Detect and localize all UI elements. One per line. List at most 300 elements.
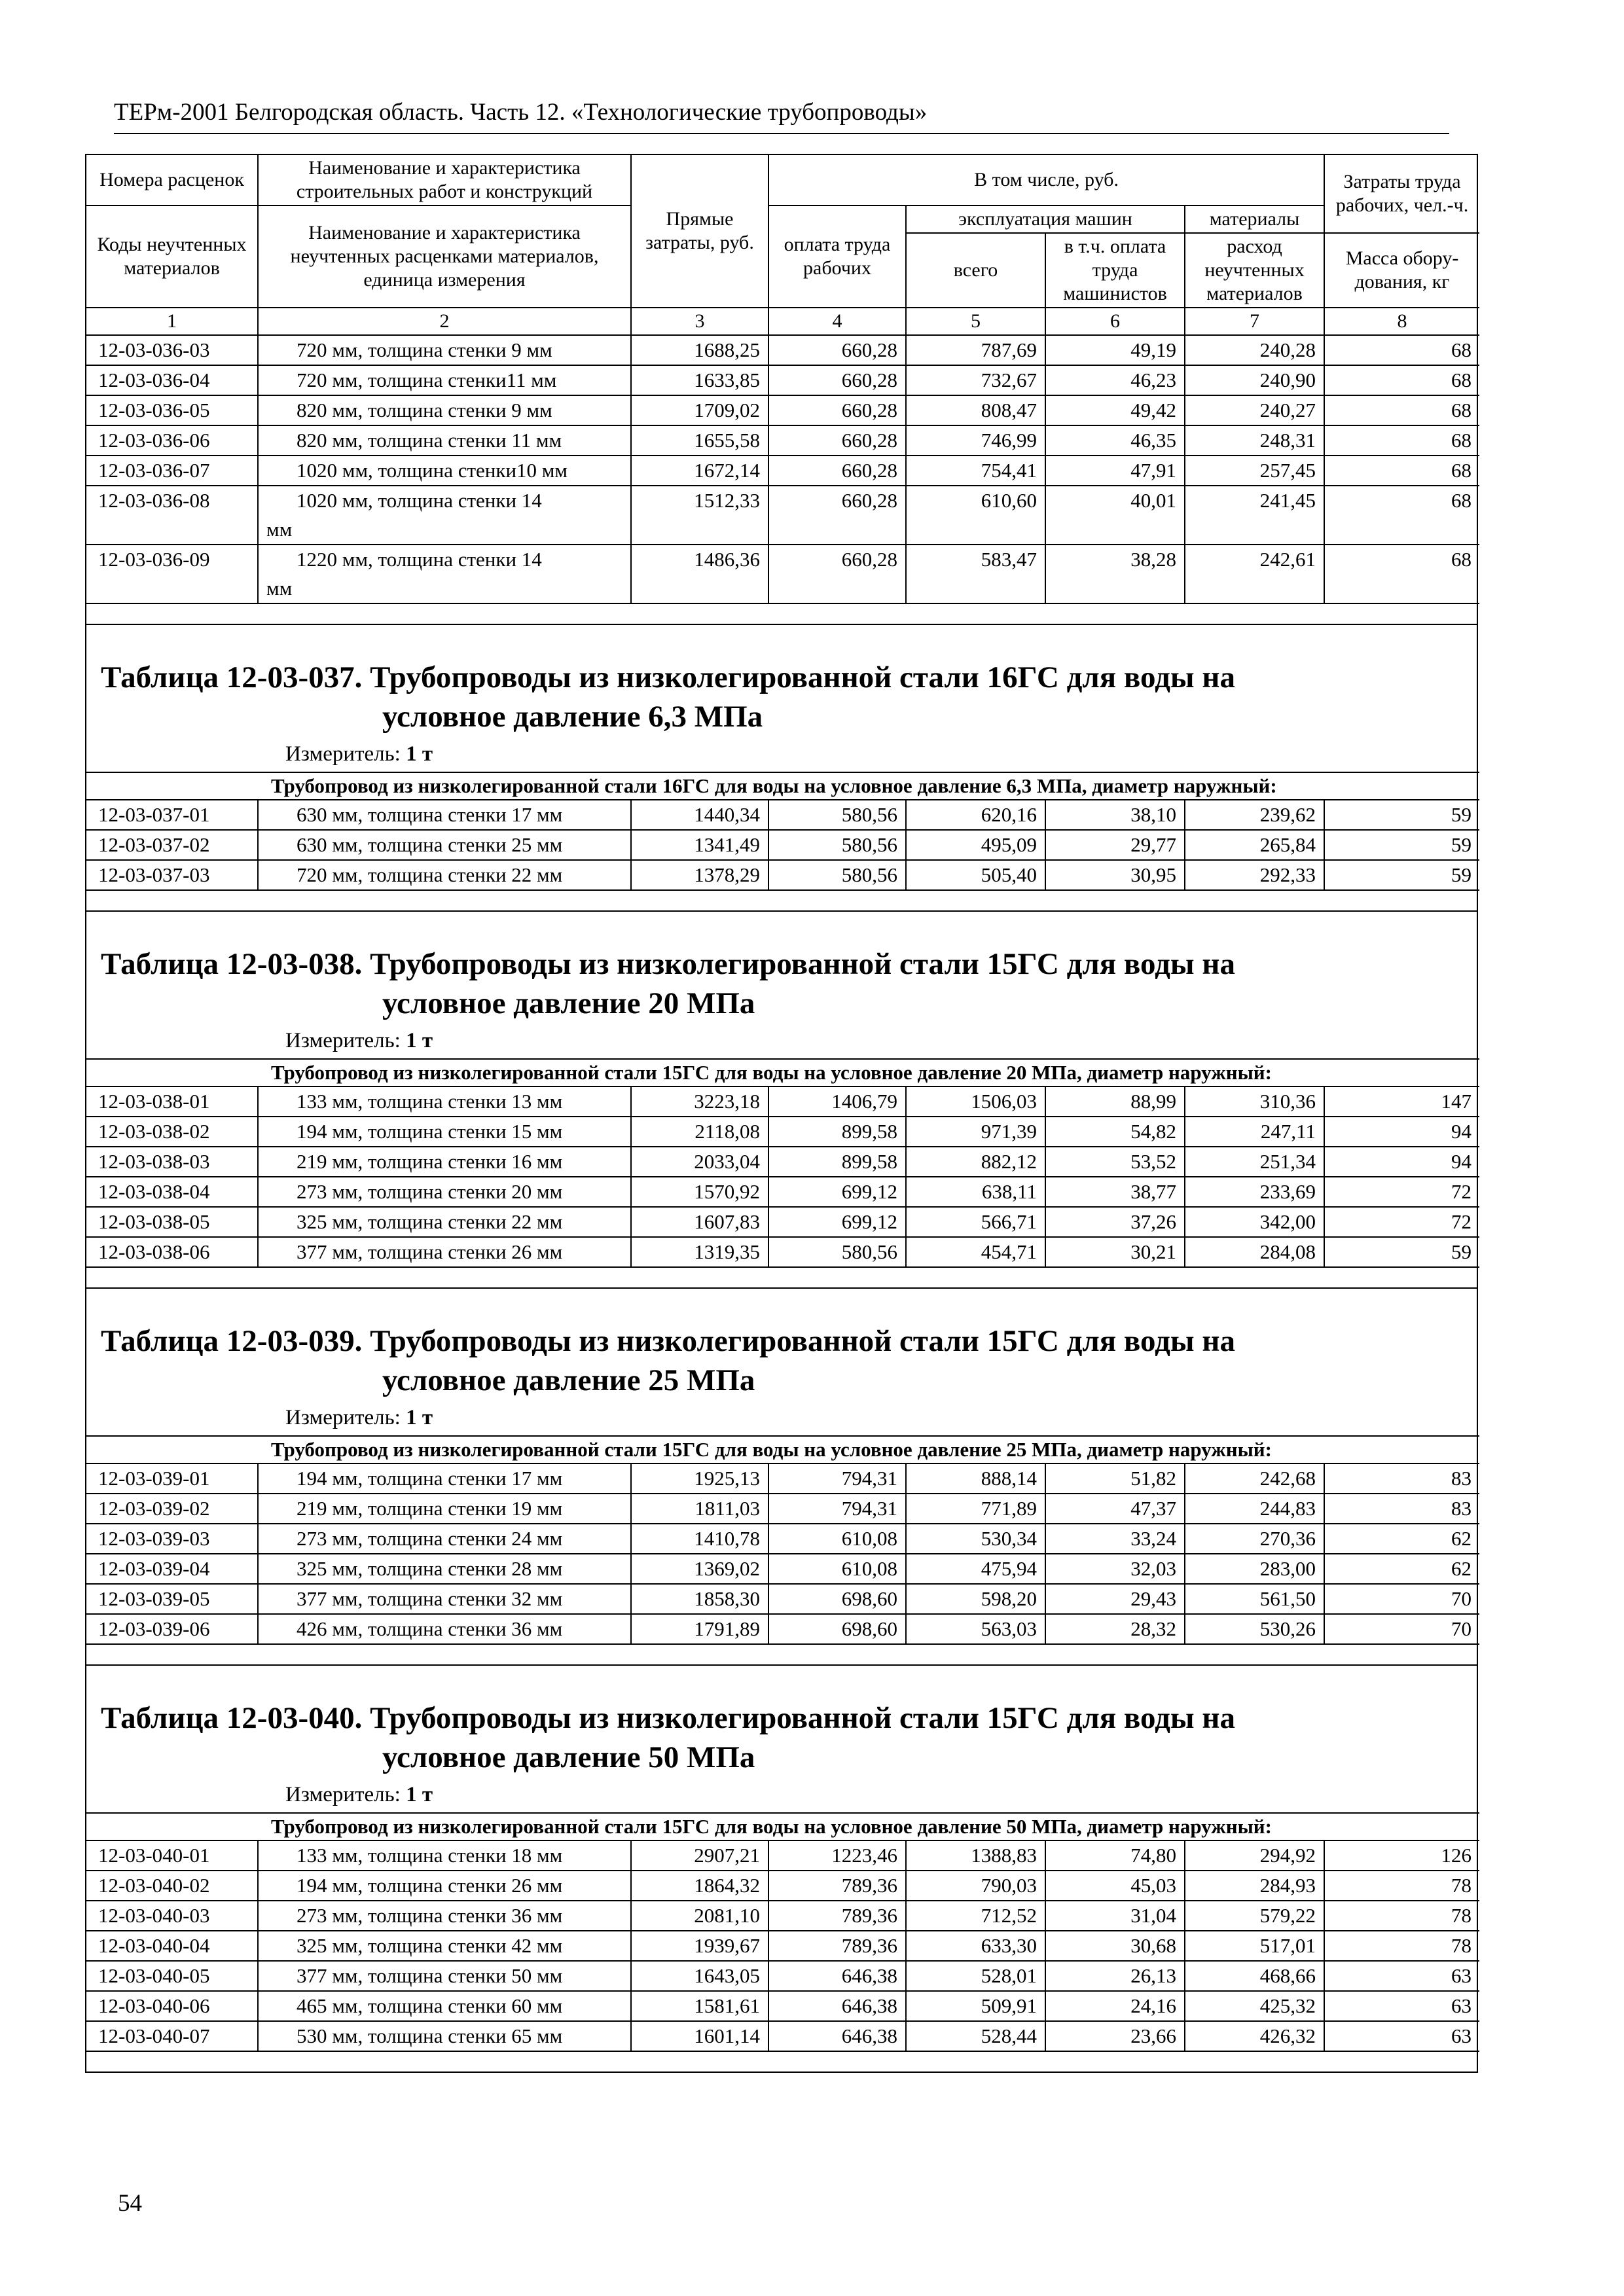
direct-costs: 1925,13 [631,1463,768,1494]
labor-cost: 68 [1324,425,1479,456]
table-row [86,830,1479,860]
worker-wage: 580,56 [768,830,906,860]
work-name: 377 мм, толщина стенки 26 мм [258,1237,631,1267]
materials: 240,27 [1185,395,1324,425]
sections [86,624,1477,2072]
labor-cost: 126 [1324,1840,1479,1871]
unit-label: Измеритель: [285,1029,401,1052]
table-row [86,1207,1479,1237]
work-name: 194 мм, толщина стенки 17 мм [258,1463,631,1494]
labor-cost: 70 [1324,1584,1479,1614]
table-title [101,1321,1477,1400]
worker-wage: 789,36 [768,1871,906,1901]
labor-cost: 78 [1324,1871,1479,1901]
rate-code: 12-03-039-02 [86,1494,258,1524]
table-row [86,1463,1479,1494]
rate-code: 12-03-036-03 [86,335,258,365]
worker-wage: 660,28 [768,395,906,425]
rate-code: 12-03-036-06 [86,425,258,456]
direct-costs: 1688,25 [631,335,768,365]
worker-wage: 899,58 [768,1147,906,1177]
labor-cost: 68 [1324,545,1479,603]
machines-total: 638,11 [906,1177,1045,1207]
direct-costs: 1378,29 [631,860,768,890]
rate-code: 12-03-038-06 [86,1237,258,1267]
work-name: 1020 мм, толщина стенки10 мм [258,456,631,486]
worker-wage: 789,36 [768,1931,906,1961]
work-name [258,486,631,545]
machines-total: 746,99 [906,425,1045,456]
rate-code: 12-03-038-05 [86,1207,258,1237]
rate-code: 12-03-039-03 [86,1524,258,1554]
rate-code: 12-03-036-09 [86,545,258,603]
machines-total: 530,34 [906,1524,1045,1554]
unit-of-measure [101,1777,1477,1812]
direct-costs: 1581,61 [631,1991,768,2021]
header-materials: материалы [1185,206,1324,233]
direct-costs: 1791,89 [631,1614,768,1644]
table-row [86,2021,1479,2051]
direct-costs: 1410,78 [631,1524,768,1554]
work-name: 325 мм, толщина стенки 28 мм [258,1554,631,1584]
machinist-wage: 23,66 [1045,2021,1185,2051]
machines-total: 528,01 [906,1961,1045,1991]
machinist-wage: 53,52 [1045,1147,1185,1177]
materials: 579,22 [1185,1901,1324,1931]
machinist-wage: 37,26 [1045,1207,1185,1237]
table-row [86,456,1479,486]
machinist-wage: 33,24 [1045,1524,1185,1554]
table-title [101,658,1477,736]
machines-total: 610,60 [906,486,1045,545]
machinist-wage: 54,82 [1045,1117,1185,1147]
unit-label: Измеритель: [285,742,401,766]
materials: 294,92 [1185,1840,1324,1871]
direct-costs: 3223,18 [631,1086,768,1117]
machines-total: 528,44 [906,2021,1045,2051]
labor-cost: 59 [1324,800,1479,830]
header-including: В том числе, руб. [768,155,1324,206]
materials: 425,32 [1185,1991,1324,2021]
work-name: 273 мм, толщина стенки 36 мм [258,1901,631,1931]
work-name: 219 мм, толщина стенки 19 мм [258,1494,631,1524]
rate-code: 12-03-038-03 [86,1147,258,1177]
machinist-wage: 88,99 [1045,1086,1185,1117]
worker-wage: 660,28 [768,456,906,486]
materials: 342,00 [1185,1207,1324,1237]
direct-costs: 1440,34 [631,800,768,830]
machines-total: 505,40 [906,860,1045,890]
table-row [86,1147,1479,1177]
spacer [86,604,1477,624]
machines-total: 495,09 [906,830,1045,860]
work-name [258,545,631,603]
rate-code: 12-03-040-06 [86,1991,258,2021]
direct-costs: 1570,92 [631,1177,768,1207]
machines-total: 882,12 [906,1147,1045,1177]
table-title-continuation: условное давление 50 МПа [382,1740,755,1774]
rate-code: 12-03-040-07 [86,2021,258,2051]
materials: 561,50 [1185,1584,1324,1614]
worker-wage: 580,56 [768,1237,906,1267]
machinist-wage: 40,01 [1045,486,1185,545]
table-title-block [86,1287,1477,1435]
materials: 283,00 [1185,1554,1324,1584]
price-table [86,1812,1479,2052]
machinist-wage: 38,77 [1045,1177,1185,1207]
materials: 251,34 [1185,1147,1324,1177]
machinist-wage: 30,95 [1045,860,1185,890]
machines-total: 1388,83 [906,1840,1045,1871]
labor-cost: 59 [1324,860,1479,890]
header-machines: эксплуатация машин [906,206,1185,233]
materials: 240,28 [1185,335,1324,365]
machinist-wage: 29,43 [1045,1584,1185,1614]
machines-total: 454,71 [906,1237,1045,1267]
running-header: ТЕРм-2001 Белгородская область. Часть 12. «Технологические трубопроводы» [114,99,928,126]
direct-costs: 1486,36 [631,545,768,603]
group-heading: Трубопровод из низколегированной стали 15ГС для воды на условное давление 25 МПа, диаметр наружный: [86,1436,1479,1463]
work-name: 273 мм, толщина стенки 20 мм [258,1177,631,1207]
table-row [86,1086,1479,1117]
unit-of-measure [101,1400,1477,1435]
machinist-wage: 46,23 [1045,365,1185,395]
rate-code: 12-03-040-02 [86,1871,258,1901]
rate-code: 12-03-037-02 [86,830,258,860]
materials: 247,11 [1185,1117,1324,1147]
price-table [86,1435,1479,1645]
machines-total: 620,16 [906,800,1045,830]
labor-cost: 83 [1324,1463,1479,1494]
materials: 233,69 [1185,1177,1324,1207]
materials: 426,32 [1185,2021,1324,2051]
header-machines-wage: в т.ч. оплата труда машинистов [1045,233,1185,308]
column-number: 1 [86,308,258,335]
table-title-continuation: условное давление 6,3 МПа [382,700,763,734]
worker-wage: 1406,79 [768,1086,906,1117]
machines-total: 563,03 [906,1614,1045,1644]
labor-cost: 63 [1324,2021,1479,2051]
unit-value: 1 т [406,742,433,766]
worker-wage: 660,28 [768,335,906,365]
table-row [86,1840,1479,1871]
table-row [86,365,1479,395]
worker-wage: 580,56 [768,800,906,830]
labor-cost: 68 [1324,365,1479,395]
direct-costs: 1709,02 [631,395,768,425]
worker-wage: 698,60 [768,1614,906,1644]
labor-cost: 94 [1324,1117,1479,1147]
machinist-wage: 26,13 [1045,1961,1185,1991]
worker-wage: 610,08 [768,1524,906,1554]
header-wage: оплата труда рабочих [768,206,906,308]
machinist-wage: 24,16 [1045,1991,1185,2021]
rate-code: 12-03-036-08 [86,486,258,545]
worker-wage: 646,38 [768,1961,906,1991]
machinist-wage: 49,19 [1045,335,1185,365]
column-number: 2 [258,308,631,335]
machinist-wage: 38,28 [1045,545,1185,603]
labor-cost: 147 [1324,1086,1479,1117]
column-number: 3 [631,308,768,335]
spacer [86,2052,1477,2072]
labor-cost: 68 [1324,456,1479,486]
header-machines-total: всего [906,233,1045,308]
labor-cost: 72 [1324,1207,1479,1237]
page-number: 54 [118,2190,142,2217]
machinist-wage: 28,32 [1045,1614,1185,1644]
table-title-line: Таблица 12-03-040. Трубопроводы из низколегированной стали 15ГС для воды на [101,1701,1235,1735]
machines-total: 1506,03 [906,1086,1045,1117]
table-row [86,1524,1479,1554]
table-row [86,1494,1479,1524]
header-code: Номера расценок [86,155,258,206]
rate-code: 12-03-040-04 [86,1931,258,1961]
rate-code: 12-03-040-03 [86,1901,258,1931]
table-row [86,1554,1479,1584]
header-unaccounted-codes: Коды неучтенных материалов [86,206,258,308]
worker-wage: 660,28 [768,365,906,395]
worker-wage: 646,38 [768,1991,906,2021]
column-header-table [86,155,1479,604]
machinist-wage: 29,77 [1045,830,1185,860]
materials: 284,93 [1185,1871,1324,1901]
header-direct-costs: Прямые затраты, руб. [631,155,768,308]
unit-value: 1 т [406,1783,433,1806]
column-number: 7 [1185,308,1324,335]
labor-cost: 70 [1324,1614,1479,1644]
rate-code: 12-03-040-01 [86,1840,258,1871]
machines-total: 475,94 [906,1554,1045,1584]
spacer [86,1268,1477,1287]
labor-cost: 78 [1324,1931,1479,1961]
direct-costs: 1369,02 [631,1554,768,1584]
work-name: 465 мм, толщина стенки 60 мм [258,1991,631,2021]
direct-costs: 1643,05 [631,1961,768,1991]
rate-code: 12-03-040-05 [86,1961,258,1991]
unit-label: Измеритель: [285,1406,401,1429]
unit-of-measure [101,1023,1477,1058]
work-name: 377 мм, толщина стенки 50 мм [258,1961,631,1991]
table-row [86,1237,1479,1267]
materials: 270,36 [1185,1524,1324,1554]
work-name: 133 мм, толщина стенки 18 мм [258,1840,631,1871]
labor-cost: 63 [1324,1961,1479,1991]
direct-costs: 1607,83 [631,1207,768,1237]
machinist-wage: 51,82 [1045,1463,1185,1494]
work-name: 325 мм, толщина стенки 42 мм [258,1931,631,1961]
machines-total: 754,41 [906,456,1045,486]
column-number: 5 [906,308,1045,335]
rate-code: 12-03-039-01 [86,1463,258,1494]
unit-value: 1 т [406,1029,433,1052]
machines-total: 598,20 [906,1584,1045,1614]
work-name-line: 1020 мм, толщина стенки 14 [297,489,542,512]
materials: 310,36 [1185,1086,1324,1117]
materials: 257,45 [1185,456,1324,486]
work-name: 820 мм, толщина стенки 11 мм [258,425,631,456]
work-name: 194 мм, толщина стенки 15 мм [258,1117,631,1147]
table-row [86,1961,1479,1991]
worker-wage: 699,12 [768,1177,906,1207]
column-number: 8 [1324,308,1479,335]
direct-costs: 2907,21 [631,1840,768,1871]
direct-costs: 1655,58 [631,425,768,456]
direct-costs: 1939,67 [631,1931,768,1961]
direct-costs: 1633,85 [631,365,768,395]
labor-cost: 68 [1324,335,1479,365]
machines-total: 509,91 [906,1991,1045,2021]
machines-total: 808,47 [906,395,1045,425]
materials: 517,01 [1185,1931,1324,1961]
header-unaccounted-name: Наименование и характеристика неучтенных расценками материалов, единица измерения [258,206,631,308]
table-row [86,1901,1479,1931]
machines-total: 583,47 [906,545,1045,603]
work-name: 426 мм, толщина стенки 36 мм [258,1614,631,1644]
table-row [86,1871,1479,1901]
spacer [86,891,1477,910]
worker-wage: 794,31 [768,1463,906,1494]
materials: 248,31 [1185,425,1324,456]
labor-cost: 68 [1324,486,1479,545]
table-title [101,944,1477,1023]
materials: 242,61 [1185,545,1324,603]
group-heading: Трубопровод из низколегированной стали 15ГС для воды на условное давление 20 МПа, диаметр наружный: [86,1059,1479,1086]
table-title-continuation: условное давление 25 МПа [382,1363,755,1397]
rate-code: 12-03-037-03 [86,860,258,890]
table-row [86,335,1479,365]
table-row [86,1584,1479,1614]
table-036-rows [86,335,1479,603]
labor-cost: 78 [1324,1901,1479,1931]
table-title-block [86,910,1477,1058]
machines-total: 732,67 [906,365,1045,395]
machinist-wage: 47,91 [1045,456,1185,486]
table-title-block [86,624,1477,772]
column-number: 6 [1045,308,1185,335]
work-name: 720 мм, толщина стенки 22 мм [258,860,631,890]
header-name: Наименование и характеристика строительных работ и конструкций [258,155,631,206]
table-row [86,545,1479,603]
table-row [86,860,1479,890]
work-name-line: 1220 мм, толщина стенки 14 [297,548,542,571]
worker-wage: 789,36 [768,1901,906,1931]
materials: 240,90 [1185,365,1324,395]
table-row [86,395,1479,425]
labor-cost: 62 [1324,1524,1479,1554]
rate-code: 12-03-036-04 [86,365,258,395]
machinist-wage: 32,03 [1045,1554,1185,1584]
materials: 242,68 [1185,1463,1324,1494]
machinist-wage: 30,68 [1045,1931,1185,1961]
table-title-line: Таблица 12-03-039. Трубопроводы из низколегированной стали 15ГС для воды на [101,1324,1235,1358]
header-labor: Затраты труда рабочих, чел.-ч. [1324,155,1479,233]
column-number: 4 [768,308,906,335]
machinist-wage: 30,21 [1045,1237,1185,1267]
work-name-continuation: мм [266,577,293,600]
worker-wage: 610,08 [768,1554,906,1584]
work-name: 219 мм, толщина стенки 16 мм [258,1147,631,1177]
direct-costs: 2033,04 [631,1147,768,1177]
table-row [86,1177,1479,1207]
machines-total: 971,39 [906,1117,1045,1147]
table-title [101,1698,1477,1777]
machinist-wage: 31,04 [1045,1901,1185,1931]
header-mass: Масса обору-дования, кг [1324,233,1479,308]
work-name: 820 мм, толщина стенки 9 мм [258,395,631,425]
table-row [86,1931,1479,1961]
direct-costs: 1512,33 [631,486,768,545]
direct-costs: 1811,03 [631,1494,768,1524]
table-row [86,425,1479,456]
labor-cost: 68 [1324,395,1479,425]
labor-cost: 62 [1324,1554,1479,1584]
table-row [86,486,1479,545]
group-heading: Трубопровод из низколегированной стали 16ГС для воды на условное давление 6,3 МПа, диаметр наружный: [86,772,1479,800]
labor-cost: 59 [1324,830,1479,860]
worker-wage: 660,28 [768,425,906,456]
materials: 284,08 [1185,1237,1324,1267]
worker-wage: 699,12 [768,1207,906,1237]
work-name: 273 мм, толщина стенки 24 мм [258,1524,631,1554]
materials: 239,62 [1185,800,1324,830]
rate-code: 12-03-039-05 [86,1584,258,1614]
table-row [86,1614,1479,1644]
rate-code: 12-03-036-07 [86,456,258,486]
unit-label: Измеритель: [285,1783,401,1806]
work-name: 194 мм, толщина стенки 26 мм [258,1871,631,1901]
work-name: 377 мм, толщина стенки 32 мм [258,1584,631,1614]
header-rule [114,133,1449,134]
labor-cost: 83 [1324,1494,1479,1524]
rate-code: 12-03-038-04 [86,1177,258,1207]
worker-wage: 580,56 [768,860,906,890]
worker-wage: 899,58 [768,1117,906,1147]
machines-total: 633,30 [906,1931,1045,1961]
machinist-wage: 38,10 [1045,800,1185,830]
rate-code: 12-03-036-05 [86,395,258,425]
labor-cost: 59 [1324,1237,1479,1267]
direct-costs: 1858,30 [631,1584,768,1614]
machines-total: 787,69 [906,335,1045,365]
machinist-wage: 45,03 [1045,1871,1185,1901]
work-name: 325 мм, толщина стенки 22 мм [258,1207,631,1237]
direct-costs: 1601,14 [631,2021,768,2051]
machinist-wage: 49,42 [1045,395,1185,425]
table-title-line: Таблица 12-03-038. Трубопроводы из низколегированной стали 15ГС для воды на [101,947,1235,981]
table-row [86,1117,1479,1147]
work-name-continuation: мм [266,518,293,541]
machines-total: 566,71 [906,1207,1045,1237]
work-name: 630 мм, толщина стенки 25 мм [258,830,631,860]
machinist-wage: 74,80 [1045,1840,1185,1871]
worker-wage: 660,28 [768,486,906,545]
materials: 241,45 [1185,486,1324,545]
unit-value: 1 т [406,1406,433,1429]
worker-wage: 1223,46 [768,1840,906,1871]
labor-cost: 94 [1324,1147,1479,1177]
price-table [86,1058,1479,1268]
labor-cost: 63 [1324,1991,1479,2021]
worker-wage: 794,31 [768,1494,906,1524]
materials: 265,84 [1185,830,1324,860]
machines-total: 888,14 [906,1463,1045,1494]
machinist-wage: 46,35 [1045,425,1185,456]
direct-costs: 1341,49 [631,830,768,860]
materials: 530,26 [1185,1614,1324,1644]
work-name: 720 мм, толщина стенки 9 мм [258,335,631,365]
rate-code: 12-03-039-06 [86,1614,258,1644]
